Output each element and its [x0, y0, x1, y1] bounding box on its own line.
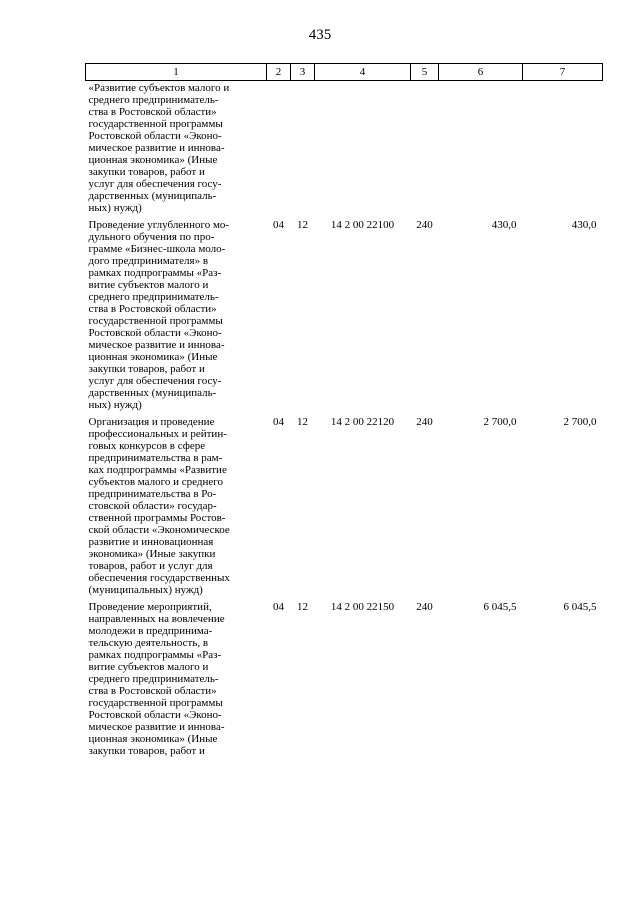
row-amount-2: 430,0 — [571, 219, 597, 231]
row-target-code: 14 2 00 22100 — [330, 219, 395, 231]
table-row — [86, 218, 603, 415]
column-header: 3 — [291, 64, 315, 81]
table-row — [86, 600, 603, 761]
row-section: 04 — [273, 416, 284, 428]
row-subsection — [291, 81, 315, 219]
row-subsection: 12 — [297, 219, 308, 231]
row-amount-2 — [523, 81, 603, 219]
row-expense-type — [411, 81, 439, 219]
row-expense-type: 240 — [416, 601, 433, 613]
row-subsection: 12 — [297, 601, 308, 613]
page-number: 435 — [308, 27, 332, 43]
table-row — [86, 81, 603, 219]
row-section: 04 — [273, 601, 284, 613]
row-target-code: 14 2 00 22120 — [330, 416, 395, 428]
row-expense-type: 240 — [416, 416, 433, 428]
row-target-code — [315, 81, 411, 219]
budget-table — [85, 63, 603, 761]
row-section: 04 — [273, 219, 284, 231]
column-header: 5 — [411, 64, 439, 81]
row-description: «Развитие субъектов малого и среднего предприниматель- ства в Ростовской области» государственной программы Ростовской области «Эконо- мическое развитие и иннова- ционная экономика» (Иные закупки товаров, работ и услуг для обеспечения госу- дарственных (муниципаль- ных) нужд) — [88, 82, 230, 214]
row-target-code: 14 2 00 22150 — [330, 601, 395, 613]
row-amount-1: 6 045,5 — [483, 601, 517, 613]
row-description: Проведение углубленного мо- дульного обучения по про- грамме «Бизнес-школа моло- дого предпринимателя» в рамках подпрограммы «Раз- витие субъектов малого и среднего предприниматель- ства в Ростовской области» государственной программы Ростовской области «Эконо- мическое развитие и иннова- ционная экономика» (Иные закупки товаров, работ и услуг для обеспечения госу- дарственных (муниципаль- ных) нужд) — [88, 219, 230, 411]
row-section — [267, 81, 291, 219]
row-description: Организация и проведение профессиональных и рейтин- говых конкурсов в сфере предпринимательства в рам- ках подпрограммы «Развитие субъектов малого и среднего предпринимательства в Ро- стовской области» государ- ственной программы Ростов- ской области «Экономическое развитие и инновационная экономика» (Иные закупки товаров, работ и услуг для обеспечения государственных (муниципальных) нужд) — [88, 416, 230, 596]
row-amount-1 — [439, 81, 523, 219]
column-header: 1 — [86, 64, 267, 81]
row-expense-type: 240 — [416, 219, 433, 231]
column-header: 7 — [523, 64, 603, 81]
row-amount-1: 2 700,0 — [483, 416, 517, 428]
column-header: 6 — [439, 64, 523, 81]
row-subsection: 12 — [297, 416, 308, 428]
column-header: 4 — [315, 64, 411, 81]
table-row — [86, 415, 603, 600]
column-header: 2 — [267, 64, 291, 81]
table-header-row — [86, 64, 603, 81]
row-description: Проведение мероприятий, направленных на вовлечение молодежи в предпринима- тельскую деятельность, в рамках подпрограммы «Раз- витие субъектов малого и среднего предприниматель- ства в Ростовской области» государственной программы Ростовской области «Эконо- мическое развитие и иннова- ционная экономика» (Иные закупки товаров, работ и — [88, 601, 225, 757]
row-amount-2: 2 700,0 — [563, 416, 597, 428]
row-amount-2: 6 045,5 — [563, 601, 597, 613]
row-amount-1: 430,0 — [491, 219, 517, 231]
